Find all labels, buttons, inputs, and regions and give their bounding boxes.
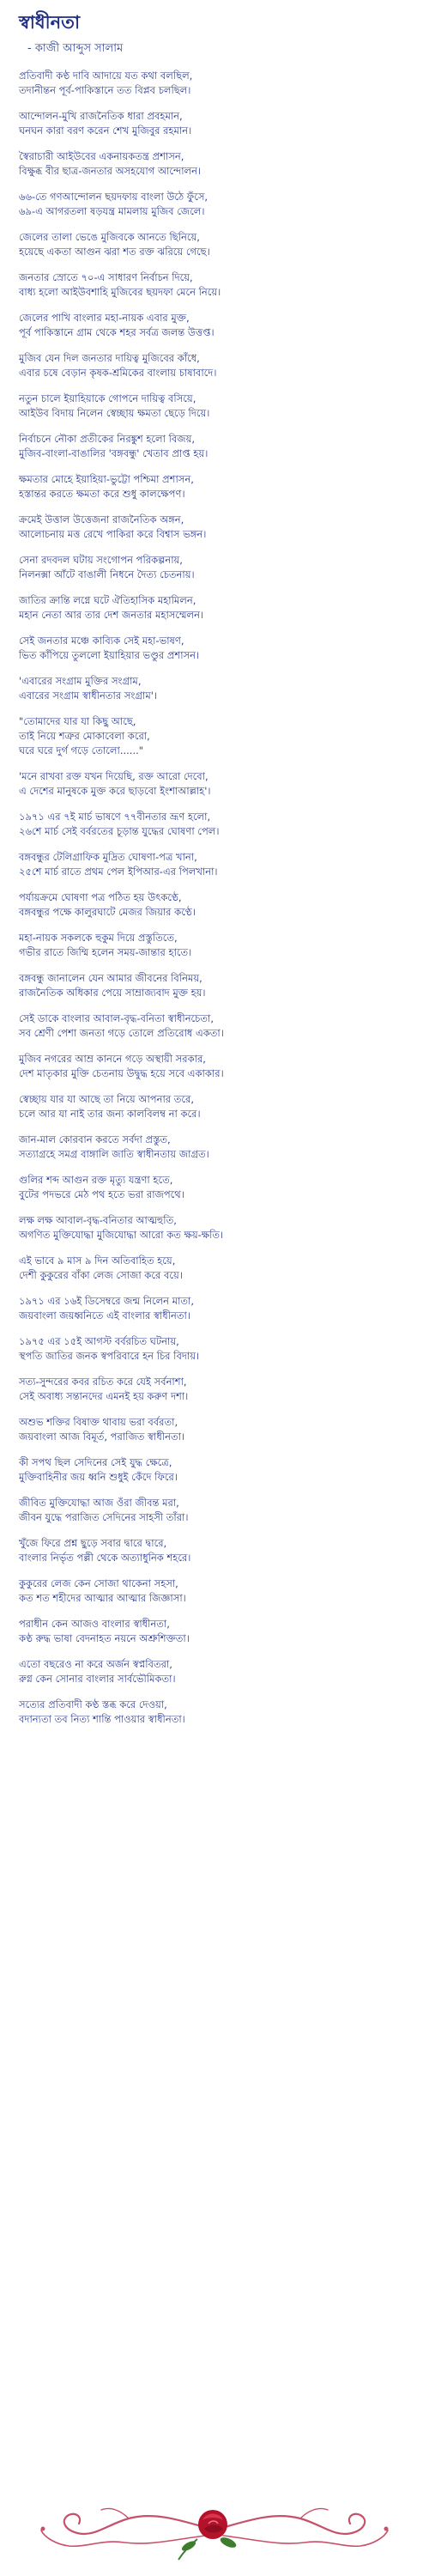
- poem-line: ২৫শে মার্চ রাতে প্রথম পেল ইপিআর-এর পিলখানা।: [19, 866, 218, 878]
- poem-line: ভিত কাঁপিয়ে তুললো ইয়াহিয়ার ভণ্ডুর প্রশাসন।: [19, 649, 200, 661]
- poem-line: নতুন চালে ইয়াহিয়াকে গোপনে দায়িত্ব বসিয়ে,: [19, 392, 196, 404]
- stanza: [19, 1617, 420, 1646]
- poem-line: এতো বছরেও না করে অর্জন স্বপ্নবিতরা,: [19, 1658, 172, 1670]
- stanza: [19, 1657, 420, 1686]
- stanza: [19, 69, 420, 98]
- poem-line: ঘনঘন কারা বরণ করেন শেখ মুজিবুর রহমান।: [19, 125, 192, 137]
- poem-container: [17, 9, 420, 1738]
- poem-line: আন্দোলন-মুখি রাজনৈতিক ধারা প্রবহমান,: [19, 110, 183, 122]
- stanza: [19, 1092, 420, 1121]
- stanza: [19, 1334, 420, 1364]
- poem-line: জেলের পাখি বাংলার মহা-নায়ক এবার মুক্ত,: [19, 312, 190, 324]
- poem-line: মুজিব যেন দিল জনতার দায়িত্ব মুজিবের কাঁধে,: [19, 352, 200, 364]
- poem-line: রুগ্ন কেন সোনার বাংলার সার্বভৌমিকতা।: [19, 1673, 176, 1685]
- poem-line: সত্যাগ্রহে সমগ্র বাঙ্গালি জাতি স্বাধীনতায় জাগ্রত।: [19, 1148, 209, 1160]
- stanza: [19, 890, 420, 920]
- stanza: [19, 392, 420, 421]
- poem-line: 'মনে রাখবা রক্ত যখন দিয়েছি, রক্ত আরো দেবো,: [19, 770, 208, 782]
- poem-line: জয়বাংলা জয়ধ্বনিতে এই বাংলার স্বাধীনতা।: [19, 1309, 190, 1321]
- stanza: [19, 1213, 420, 1242]
- poem-line: মুজিব-বাংলা-বাঙালির 'বঙ্গবন্ধু' খেতাব প্রাপ্ত হয়।: [19, 447, 208, 459]
- poem-line: সেই ডাকে বাংলার আবাল-বৃদ্ধ-বনিতা স্বাধীনচেতা,: [19, 1012, 214, 1024]
- stanza: [19, 1254, 420, 1283]
- stanza: [19, 850, 420, 879]
- poem-line: আলোচনায় মত্ত রেখে পাকিরা করে বিশ্বাস ভঙ্গন।: [19, 528, 207, 540]
- poem-line: বাধ্য হলো আইউবশাহি মুজিবের ছয়দফা মেনে নিয়ে।: [19, 286, 221, 298]
- stanza: [19, 931, 420, 960]
- poem-line: এই ভাবে ৯ মাস ৯ দিন অতিবাহিত হয়ে,: [19, 1255, 176, 1267]
- rose-icon: [178, 2510, 238, 2560]
- poem-line: জীবন যুদ্ধে পরাজিত সেদিনের সাহসী তাঁরা।: [19, 1511, 189, 1523]
- left-flourish: [41, 2508, 211, 2546]
- stanza: [19, 674, 420, 703]
- poem-line: অশুভ শক্তির বিষাক্ত থাবায় ভরা বর্বরতা,: [19, 1416, 178, 1428]
- stanza: [19, 190, 420, 219]
- poem-line: এবার চষে বেড়ান কৃষক-শ্রমিকের বাংলায় চাষাবাদে।: [19, 367, 217, 379]
- stanza: [19, 270, 420, 300]
- poem-title: স্বাধীনতা: [19, 11, 81, 33]
- poem-line: কত শত শহীদের আত্মার আত্মার জিজ্ঞাসা।: [19, 1592, 186, 1604]
- poem-line: বিক্ষুব্ধ বীর ছাত্র-জনতার অসহযোগ আন্দোলন।: [19, 165, 202, 177]
- poem-line: জাতির ক্রান্তি লগ্নে ঘটে ঐতিহাসিক মহামিলন,: [19, 594, 196, 606]
- stanza: [19, 593, 420, 623]
- poem-line: স্বেচ্ছায় যার যা আছে তা নিয়ে আপনার তরে,: [19, 1093, 194, 1105]
- stanza: [19, 1455, 420, 1485]
- stanza: [19, 1294, 420, 1323]
- poem-line: তদানীন্তন পূর্ব-পাকিস্তানে তত বিপ্লব চলছিল।: [19, 84, 191, 96]
- poem-line: প্রতিবাদী কণ্ঠ দাবি আদায়ে যত কথা বলছিল,: [19, 70, 193, 82]
- poem-line: বাংলার নির্ভৃত পল্লী থেকে অত্যাধুনিক শহরে।: [19, 1552, 191, 1564]
- poem-line: ১৯৭১ এর ১৬ই ডিসেম্বরে জন্ম নিলেন মাতা,: [19, 1295, 195, 1307]
- poem-line: গুলির শব্দ আগুন রক্ত মৃত্যু যন্ত্রণা হতে,: [19, 1174, 173, 1186]
- stanza: [19, 1133, 420, 1162]
- poem-line: ক্রমেই উত্তাল উত্তেজনা রাজনৈতিক অঙ্গন,: [19, 513, 184, 526]
- poem-line: "তোমাদের যার যা কিছু আছে,: [19, 715, 136, 727]
- stanza: [19, 1698, 420, 1727]
- stanza: [19, 1496, 420, 1525]
- poem-line: জনতার স্রোতে ৭০-এ সাধারণ নির্বাচন দিয়ে,: [19, 271, 193, 283]
- poem-line: আইউব বিদায় নিলেন স্বেচ্ছায় ক্ষমতা ছেড়ে দিয়ে।: [19, 407, 210, 419]
- poem-line: কুকুরের লেজ কেন সোজা থাকেনা সহসা,: [19, 1577, 178, 1589]
- poem-line: এ দেশের মানুষকে মুক্ত করে ছাড়বো ইংশাআল্লাহ'।: [19, 785, 211, 797]
- stanza: [19, 1173, 420, 1202]
- stanza: [19, 1375, 420, 1404]
- stanza: [19, 472, 420, 501]
- poem-line: সব শ্রেণী পেশা জনতা গড়ে তোলে প্রতিরোধ একতা।: [19, 1027, 224, 1039]
- stanza: [19, 311, 420, 340]
- poem-line: এবারের সংগ্রাম স্বাধীনতার সংগ্রাম'।: [19, 690, 157, 702]
- poem-line: ১৯৭১ এর ৭ই মার্চ ভাষণে ৭৭বীনতার ভ্রূণ হলো,: [19, 811, 211, 823]
- poem-author: - কাজী আব্দুস সালাম: [27, 42, 124, 55]
- poem-line: দেশী কুকুরের বাঁকা লেজ সোজা করে বয়ে।: [19, 1269, 183, 1281]
- poem-body: [17, 69, 420, 1727]
- poem-line: ঘরে ঘরে দুর্গ গড়ে তোলো......": [19, 744, 144, 756]
- stanza: [19, 513, 420, 542]
- poem-line: দেশ মাতৃকার মুক্তি চেতনায় উদ্বুদ্ধ হয়ে সবে একাকার।: [19, 1067, 224, 1079]
- poem-line: পর্যায়ক্রমে ঘোষণা পত্র পঠিত হয় উৎকণ্ঠে,: [19, 891, 182, 903]
- poem-line: মুজিব নগরের আম্র কাননে গড়ে অস্থায়ী সরকার,: [19, 1053, 206, 1065]
- poem-line: ২৬শে মার্চ সেই বর্বরতের চূড়ান্ত যুদ্ধের ঘোষণা পেল।: [19, 825, 220, 837]
- poem-line: খুঁজে ফিরে প্রশ্ন ছুড়ে সবার দ্বারে দ্বারে,: [19, 1537, 167, 1549]
- stanza: [19, 109, 420, 138]
- poem-line: মুক্তিবাহিনীর জয় ধ্বনি শুধুই কেঁদে ফিরে।: [19, 1471, 178, 1483]
- poem-line: স্থপতি জাতির জনক স্বপরিবারে হন চির বিদায়।: [19, 1350, 200, 1362]
- stanza: [19, 1577, 420, 1606]
- stanza: [19, 971, 420, 1000]
- poem-line: ৬৬-তে গণআন্দোলন ছয়দফায় বাংলা উঠে ফুঁসে,: [19, 191, 208, 203]
- poem-line: 'এবারের সংগ্রাম মুক্তির সংগ্রাম,: [19, 675, 142, 687]
- poem-line: নিলনক্সা আঁটে বাঙালী নিধনে দৈত্য চেতনায়।: [19, 568, 195, 580]
- poem-line: স্বৈরাচারী আইউবের একনায়কতন্ত্র প্রশাসন,: [19, 150, 184, 162]
- poem-line: হয়েছে একতা আগুন ঝরা শত রক্ত ঝরিয়ে গেছে।: [19, 246, 210, 258]
- stanza: [19, 1536, 420, 1565]
- poem-line: চলে আর যা নাই তার জন্য কালবিলম্ব না করে।: [19, 1108, 201, 1120]
- rose-ornament: [34, 2486, 395, 2563]
- poem-line: ১৯৭৫ এর ১৫ই আগস্ট বর্বরচিত ঘটনায়,: [19, 1335, 179, 1347]
- stanza: [19, 432, 420, 461]
- poem-line: বদান্যতা তব নিত্য শান্তি পাওয়ার স্বাধীনতা।: [19, 1713, 185, 1725]
- poem-line: ক্ষমতার মোহে ইয়াহিয়া-ভুট্টো পশ্চিমা প্রশাসন,: [19, 473, 194, 485]
- poem-line: জান-মাল কোরবান করতে সর্বদা প্রস্তুত,: [19, 1133, 171, 1145]
- stanza: [19, 351, 420, 380]
- poem-line: জেলের তালা ভেঙে মুজিবকে আনতে ছিনিয়ে,: [19, 231, 200, 243]
- stanza: [19, 634, 420, 663]
- poem-line: লক্ষ লক্ষ আবাল-বৃদ্ধ-বনিতার আত্মহুতি,: [19, 1214, 177, 1226]
- poem-line: সত্য-সুন্দরের কবর রচিত করে যেই সর্বনাশা,: [19, 1376, 187, 1388]
- stanza: [19, 1052, 420, 1081]
- poem-line: বঙ্গবন্ধুর পক্ষে কালুরঘাটে মেজর জিয়ার কণ্ঠে।: [19, 906, 196, 918]
- poem-line: সেনা রদবদল ঘটায় সংগোপন পরিকল্পনায়,: [19, 554, 183, 566]
- poem-line: কণ্ঠ রুদ্ধ ভাষা বেদনাহত নয়নে অশ্রুশিক্ততা।: [19, 1632, 190, 1644]
- poem-line: বঙ্গবন্ধুর টেলিগ্রাফিক মুদ্রিত ঘোষণা-পত্র খানা,: [19, 851, 197, 863]
- stanza: [19, 1012, 420, 1041]
- stanza: [19, 769, 420, 799]
- poem-line: হস্তান্তর করতে ক্ষমতা করে শুধু কালক্ষেপণ।: [19, 488, 185, 500]
- poem-line: পূর্ব পাকিস্তানে গ্রাম থেকে শহর সর্বত্র জলন্ত উত্তপ্ত।: [19, 326, 214, 338]
- poem-line: জয়বাংলা আজ বিমূর্ত, পরাজিত স্বাধীনতা।: [19, 1431, 185, 1443]
- stanza: [19, 149, 420, 179]
- poem-line: ৬৯-এ আগরতলা ষড়যন্ত্র মামলায় মুজিব জেলে।: [19, 205, 205, 217]
- poem-line: রাজনৈতিক অধিকার পেয়ে সাম্রাজ্যবাদ মুক্ত হয়।: [19, 987, 206, 999]
- poem-line: সেই অবাধ্য সন্তানদের এমনই হয় করুণ দশা।: [19, 1390, 189, 1402]
- stanza: [19, 553, 420, 582]
- right-flourish: [219, 2508, 389, 2546]
- poem-line: তাই নিয়ে শত্রুর মোকাবেলা করো,: [19, 730, 150, 742]
- poem-line: গভীর রাতে জিম্মি হলেন সময়-জান্তার হাতে।: [19, 946, 192, 958]
- poem-line: মহা-নায়ক সকলকে হুকুম দিয়ে প্রস্তুতিতে,: [19, 932, 178, 944]
- poem-line: অগণিত মুক্তিযোদ্ধা মুজিযোদ্ধা আরো কত ক্ষয়-ক্ষতি।: [19, 1229, 224, 1241]
- stanza: [19, 230, 420, 259]
- poem-line: জীবিত মুক্তিযোদ্ধা আজ ওঁরা জীবন্ত মরা,: [19, 1497, 179, 1509]
- poem-line: নির্বাচনে নৌকা প্রতীকের নিরঙ্কুশ হলো বিজয়,: [19, 433, 196, 445]
- poem-line: বঙ্গবন্ধু জানালেন যেন আমার জীবনের বিনিময়,: [19, 972, 202, 984]
- poem-line: বুটের পদভরে মেঠ পথ হতে ভরা রাজপথে।: [19, 1188, 184, 1200]
- poem-line: কী সপথ ছিল সেদিনের সেই যুদ্ধ ক্ষেত্রে,: [19, 1456, 172, 1468]
- stanza: [19, 810, 420, 839]
- stanza: [19, 1415, 420, 1444]
- poem-line: সত্যের প্রতিবাদী কণ্ঠ স্তব্ধ করে দেওয়া,: [19, 1698, 167, 1710]
- poem-line: পরাধীন কেন আজও বাংলার স্বাধীনতা,: [19, 1618, 170, 1630]
- poem-line: সেই জনতার মঞ্চে কাব্যিক সেই মহা-ভাষণ,: [19, 635, 184, 647]
- stanza: [19, 714, 420, 758]
- poem-line: মহান নেতা আর তার দেশ জনতার মহাসম্মেলন।: [19, 609, 204, 621]
